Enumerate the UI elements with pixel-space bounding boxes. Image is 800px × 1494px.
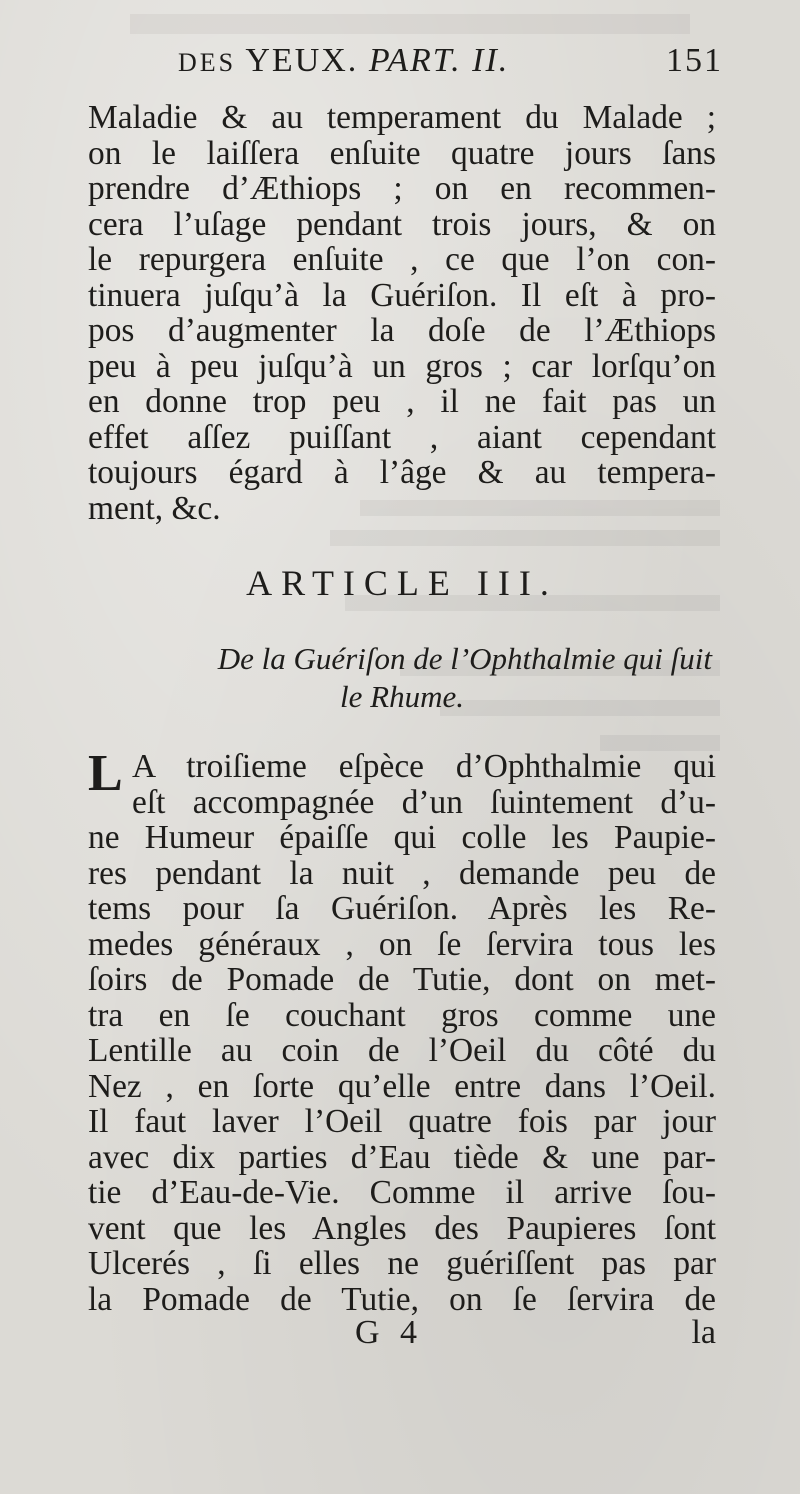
text-line: tra en ſe couchant gros comme une <box>88 996 716 1034</box>
running-head-word-2: YEUX. <box>245 42 359 79</box>
text-line: en donne trop peu , il ne fait pas un <box>88 383 716 420</box>
text-line: effet aſſez puiſſant , aiant cependant <box>88 418 716 456</box>
text-line: peu à peu juſqu’à un gros ; car lorſqu’on <box>88 347 716 385</box>
page-number: 151 <box>666 42 723 79</box>
drop-cap: L <box>88 745 123 802</box>
text-line: tems pour ſa Guériſon. Après les Re- <box>88 890 716 927</box>
article-subtitle-line-1: De la Guériſon de l’Ophthalmie qui ſuit <box>217 641 712 676</box>
text-line: pos d’augmenter la doſe de l’Æthiops <box>88 312 716 349</box>
paragraph-continued <box>88 100 716 526</box>
catchword: la <box>691 1314 716 1351</box>
text-line: Lentille au coin de l’Oeil du côté du <box>88 1032 716 1069</box>
running-head-word-1: DES <box>178 48 237 77</box>
text-line: ſoirs de Pomade de Tutie, dont on met- <box>88 961 716 998</box>
signature-mark: G 4 <box>355 1314 424 1351</box>
text-line: res pendant la nuit , demande peu de <box>88 854 716 892</box>
text-line: toujours égard à l’âge & au tempera- <box>88 454 716 491</box>
text-line: vent que les Angles des Paupieres ſont <box>88 1209 716 1247</box>
text-line: ne Humeur épaiſſe qui colle les Paupie- <box>88 819 716 856</box>
text-line: tinuera juſqu’à la Guériſon. Il eſt à pro- <box>88 276 716 314</box>
text-line: la Pomade de Tutie, on ſe ſervira de <box>88 1280 716 1318</box>
text-line: cera l’uſage pendant trois jours, & on <box>88 205 716 243</box>
running-head-title <box>178 42 509 80</box>
text-line: ment, &c. <box>88 489 221 527</box>
text-line: on le laiſſera enſuite quatre jours ſans <box>88 134 716 172</box>
text-line: le repurgera enſuite , ce que l’on con- <box>88 241 716 278</box>
article-heading: ARTICLE III. <box>246 563 558 603</box>
text-line: prendre d’Æthiops ; on en recommen- <box>88 170 716 207</box>
text-line: avec dix parties d’Eau tiède & une par- <box>88 1138 716 1176</box>
text-line: Ulcerés , ſi elles ne guériſſent pas par <box>88 1245 716 1282</box>
article-subtitle <box>88 640 716 716</box>
running-head <box>178 42 723 90</box>
text-line: Maladie & au temperament du Malade ; <box>88 99 716 136</box>
text-line: Nez , en ſorte qu’elle entre dans l’Oeil. <box>88 1067 716 1105</box>
text-line: A troiſieme eſpèce d’Ophthalmie qui <box>132 748 716 785</box>
text-line: eſt accompagnée d’un ſuintement d’u- <box>132 783 716 821</box>
article-subtitle-line-2: le Rhume. <box>340 679 464 714</box>
text-line: medes généraux , on ſe ſervira tous les <box>88 925 716 963</box>
paragraph-article <box>88 745 716 1318</box>
text-line: tie d’Eau-de-Vie. Comme il arrive ſou- <box>88 1174 716 1211</box>
text-line: Il faut laver l’Oeil quatre fois par jour <box>88 1103 716 1140</box>
running-head-part: PART. II. <box>368 42 510 79</box>
